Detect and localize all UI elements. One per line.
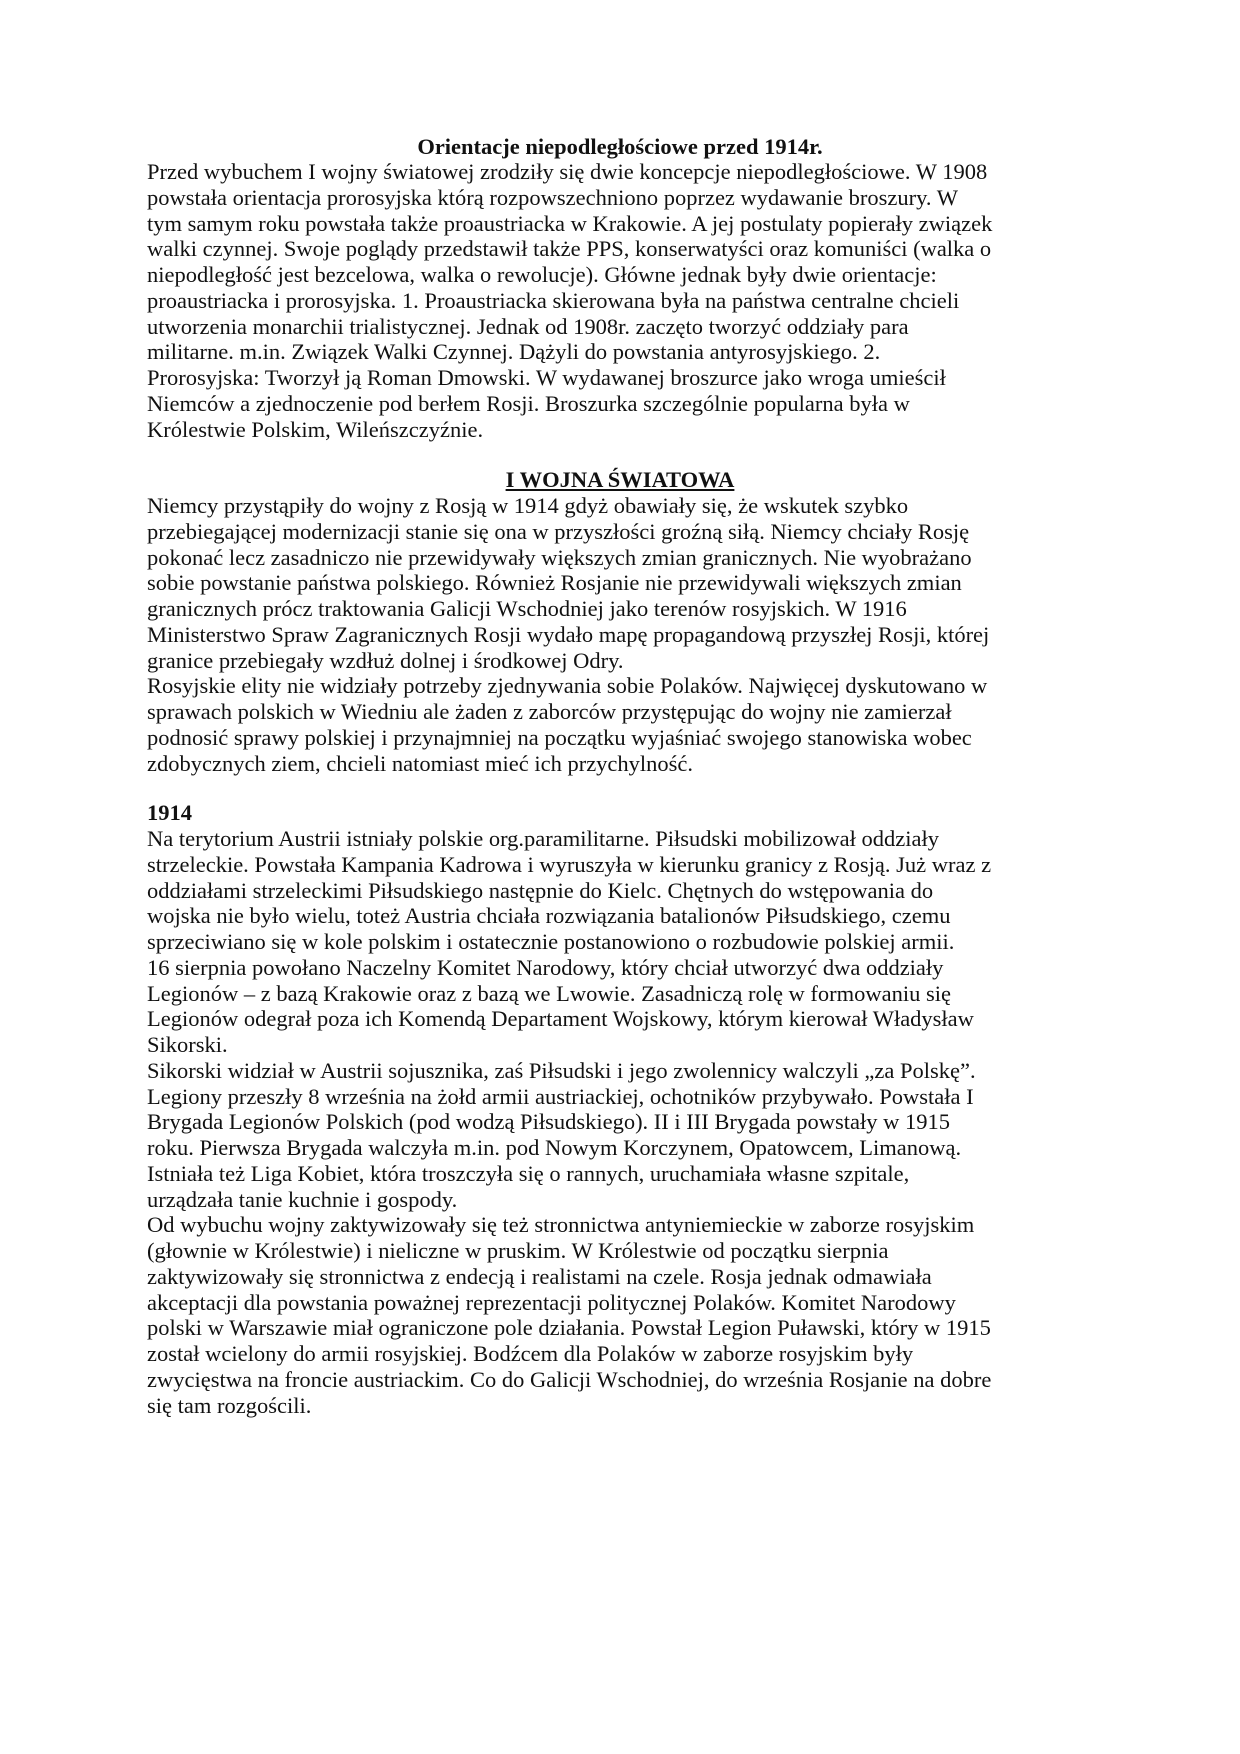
text-line: Rosyjskie elity nie widziały potrzeby zjednywania sobie Polaków. Najwięcej dyskutowano w [147, 673, 988, 699]
text-line: (głownie w Królestwie) i nieliczne w pruskim. W Królestwie od początku sierpnia [147, 1238, 889, 1263]
text-line: sprzeciwiano się w kole polskim i ostatecznie postanowiono o rozbudowie polskiej armii. [147, 929, 955, 954]
text-line: sprawach polskich w Wiedniu ale żaden z zaborców przystępując do wojny nie zamierzał [147, 699, 952, 724]
text-line: oddziałami strzeleckimi Piłsudskiego następnie do Kielc. Chętnych do wstępowania do [147, 877, 934, 903]
text-line: walki czynnej. Swoje poglądy przedstawił także PPS, konserwatyści oraz komuniści (walka o [147, 236, 992, 262]
text-line: się tam rozgościli. [147, 1392, 312, 1418]
text-line: Legionów – z bazą Krakowie oraz z bazą we Lwowie. Zasadniczą rolę w formowaniu się [147, 980, 952, 1006]
text-line: zdobycznych ziem, chcieli natomiast mieć ich przychylność. [147, 750, 694, 776]
text-line: przebiegającej modernizacji stanie się ona w przyszłości groźną siłą. Niemcy chciały Rosję [147, 518, 970, 544]
text-line: Legionów odegrał poza ich Komendą Departament Wojskowy, którym kierował Władysław [147, 1006, 974, 1032]
text-line: Legiony przeszły 8 września na żołd armii austriackiej, ochotników przybywało. Powstała I [147, 1083, 974, 1109]
text-line: roku. Pierwsza Brygada walczyła m.in. pod Nowym Korczynem, Opatowcem, Limanową. [147, 1135, 962, 1160]
section-title-ww1 [0, 467, 1240, 493]
text-line: pokonać lecz zasadniczo nie przewidywały większych zmian granicznych. Nie wyobrażano [147, 544, 972, 570]
text-line: akceptacji dla powstania poważnej reprezentacji politycznej Polaków. Komitet Narodowy [147, 1289, 956, 1315]
text-line: Prorosyjska: Tworzył ją Roman Dmowski. W wydawanej broszurce jako wroga umieścił [147, 365, 946, 390]
text-line: polski w Warszawie miał ograniczone pole działania. Powstał Legion Puławski, który w 1915 [147, 1315, 991, 1341]
text-line: Niemcy przystąpiły do wojny z Rosją w 1914 gdyż obawiały się, że wskutek szybko [147, 493, 909, 518]
section-title-1914: 1914 [147, 800, 192, 825]
text-line: zaktywizowały się stronnictwa z endecją i realistami na czele. Rosja jednak odmawiała [147, 1263, 932, 1289]
text-line: militarne. m.in. Związek Walki Czynnej. Dążyli do powstania antyrosyjskiego. 2. [147, 339, 881, 365]
text-line: tym samym roku powstała także proaustriacka w Krakowie. A jej postulaty popierały związek [147, 210, 993, 236]
text-line: Sikorski. [147, 1032, 228, 1057]
text-line: sobie powstanie państwa polskiego. Również Rosjanie nie przewidywali większych zmian [147, 570, 962, 596]
text-line: urządzała tanie kuchnie i gospody. [147, 1186, 458, 1212]
section-ww1-body [147, 493, 1107, 776]
ww1-heading-text: I WOJNA ŚWIATOWA [505, 467, 735, 492]
text-line: niepodległość jest bezcelowa, walka o rewolucje). Główne jednak były dwie orientacje: [147, 262, 937, 287]
text-line: został wcielony do armii rosyjskiej. Bodźcem dla Polaków w zaborze rosyjskim były [147, 1341, 914, 1366]
text-line: Niemców a zjednoczenie pod berłem Rosji. Broszurka szczególnie popularna była w [147, 390, 910, 416]
text-line: utworzenia monarchii trialistycznej. Jednak od 1908r. zaczęto tworzyć oddziały para [147, 313, 909, 339]
text-line: podnosić sprawy polskiej i przynajmniej na początku wyjaśniać swojego stanowiska wobec [147, 724, 972, 750]
text-line: Sikorski widział w Austrii sojusznika, zaś Piłsudski i jego zwolennicy walczyli „za Polskę”. [147, 1057, 976, 1083]
text-line: wojska nie było wielu, toteż Austria chciała rozwiązania batalionów Piłsudskiego, czemu [147, 903, 951, 929]
text-line: 16 sierpnia powołano Naczelny Komitet Narodowy, który chciał utworzyć dwa oddziały [147, 954, 944, 980]
text-line: Przed wybuchem I wojny światowej zrodziły się dwie koncepcje niepodległościowe. W 1908 [147, 159, 988, 184]
text-line: proaustriacka i prorosyjska. 1. Proaustriacka skierowana była na państwa centralne chcieli [147, 287, 960, 313]
text-line: Od wybuchu wojny zaktywizowały się też stronnictwa antyniemieckie w zaborze rosyjskim [147, 1212, 975, 1238]
text-line: Istniała też Liga Kobiet, która troszczyła się o rannych, uruchamiała własne szpitale, [147, 1160, 910, 1186]
section-orientations-body [147, 159, 1107, 442]
text-line: Brygada Legionów Polskich (pod wodzą Piłsudskiego). II i III Brygada powstały w 1915 [147, 1109, 950, 1135]
text-line: granice przebiegały wzdłuż dolnej i środkowej Odry. [147, 647, 624, 673]
text-line: zwycięstwa na froncie austriackim. Co do Galicji Wschodniej, do września Rosjanie na dobre [147, 1366, 992, 1392]
text-line: Ministerstwo Spraw Zagranicznych Rosji wydało mapę propagandową przyszłej Rosji, której [147, 621, 990, 647]
text-line: Królestwie Polskim, Wileńszczyźnie. [147, 416, 484, 442]
text-line: granicznych prócz traktowania Galicji Wschodniej jako terenów rosyjskich. W 1916 [147, 596, 907, 621]
text-line: Na terytorium Austrii istniały polskie org.paramilitarne. Piłsudski mobilizował oddziały [147, 826, 939, 851]
text-line: powstała orientacja prorosyjska którą rozpowszechniono poprzez wydawanie broszury. W [147, 184, 958, 210]
section-title-orientations: Orientacje niepodległościowe przed 1914r. [417, 134, 823, 159]
section-1914-body [147, 826, 1107, 1418]
text-line: strzeleckie. Powstała Kampania Kadrowa i wyruszyła w kierunku granicy z Rosją. Już wraz z [147, 851, 992, 877]
